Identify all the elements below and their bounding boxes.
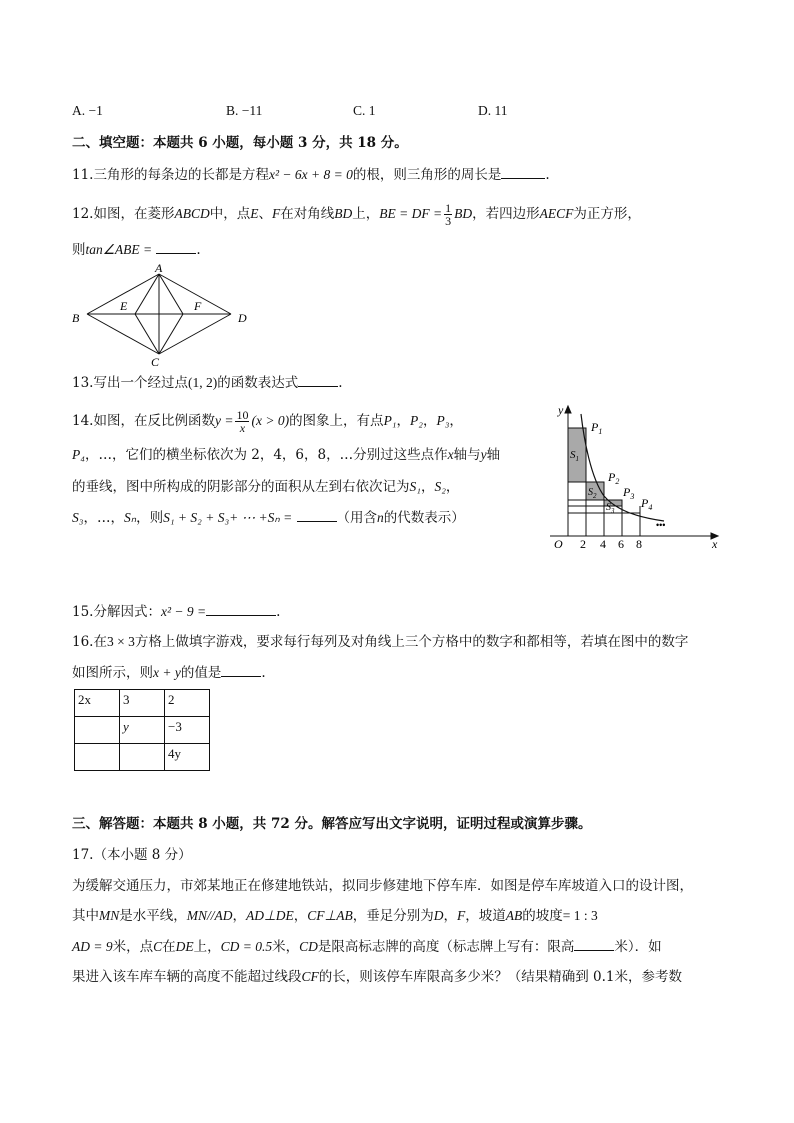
label-f: F: [194, 299, 202, 313]
answer-blank[interactable]: [221, 664, 261, 677]
question-14: 14.如图，在反比例函数y = $\frac{10}{x}$ (x > 0)的图象上，有点P₁，P₂，P₃，: [72, 408, 463, 435]
question-12-line2: 则tan∠ABE = .: [72, 242, 201, 258]
question-13: 13.写出一个经过点(1, 2)的函数表达式 .: [72, 375, 343, 391]
section2-heading: 二、填空题：本题共 6 小题，每小题 3 分，共 18 分。: [72, 135, 408, 151]
grid-cell: 3: [120, 690, 165, 717]
ellipsis: •••: [656, 520, 666, 530]
fraction: $\frac{1}{3}$: [445, 201, 452, 228]
grid-cell: y: [120, 717, 165, 744]
question-12: 12.如图，在菱形ABCD中，点E、F在对角线BD上，BE = DF = $\frac{1}{3}$ BD，若四边形AECF为正方形，: [72, 201, 641, 228]
edge-fa: [159, 274, 183, 314]
tick-2: 2: [580, 537, 586, 551]
answer-blank[interactable]: [501, 166, 545, 179]
edge-cb: [87, 314, 159, 354]
option-c: C. 1: [353, 103, 376, 118]
label-p4: $P_4$: [641, 496, 653, 512]
grid-cell: [75, 744, 120, 771]
magic-square-grid: [74, 689, 210, 771]
label-x: x: [712, 537, 718, 551]
section3-heading: 三、解答题：本题共 8 小题，共 72 分。解答应写出文字说明，证明过程或演算步骤。: [72, 816, 592, 832]
question-14-line3: 的垂线，图中所构成的阴影部分的面积从左到右依次记为S₁，S₂，: [72, 479, 460, 495]
question-14-line4: S₃，…，Sₙ，则S₁ + S₂ + S₃+ ⋯ +Sₙ = （用含n的代数表示）: [72, 510, 465, 526]
tick-8: 8: [636, 537, 642, 551]
question-17-line1: 为缓解交通压力，市郊某地正在修建地铁站，拟同步修建地下停车库．如图是停车库坡道入口的设计图，: [72, 878, 693, 894]
answer-blank[interactable]: [574, 938, 614, 951]
fraction: $\frac{10}{x}$: [236, 408, 249, 435]
answer-blank[interactable]: [298, 374, 338, 387]
inverse-function-figure: [546, 400, 726, 552]
question-17-line3: AD = 9米，点C在DE上，CD = 0.5米，CD是限高标志牌的高度（标志牌上写有：限高 米）．如: [72, 939, 662, 955]
question-16-line2: 如图所示，则x + y的值是 .: [72, 665, 266, 681]
option-a: A. −1: [72, 103, 103, 118]
label-d: D: [238, 311, 247, 325]
label-b: B: [72, 311, 80, 325]
edge-cf: [159, 314, 183, 354]
question-17-line4: 果进入该车库车辆的高度不能超过线段CF的长，则该停车库限高多少米？（结果精确到 0.1米，参考数: [72, 969, 683, 985]
answer-blank[interactable]: [297, 509, 337, 522]
question-17-line2: 其中MN是水平线，MN//AD，AD⊥DE，CF⊥AB，垂足分别为D，F，坡道AB的坡度= 1 : 3: [72, 908, 598, 924]
label-p3: $P_3$: [623, 485, 635, 501]
label-s1: $S_1$: [570, 449, 579, 463]
tick-6: 6: [618, 537, 624, 551]
label-y: y: [558, 403, 564, 417]
edge-ec: [135, 314, 159, 354]
label-s3: $S_3$: [606, 502, 615, 515]
tick-4: 4: [600, 537, 606, 551]
y-axis-arrow: [565, 406, 571, 413]
answer-blank[interactable]: [156, 241, 196, 254]
grid-cell: 2x: [75, 690, 120, 717]
edge-dc: [159, 314, 231, 354]
edge-ae: [135, 274, 159, 314]
question-11: 11.三角形的每条边的长都是方程x² − 6x + 8 = 0的根，则三角形的周长是 .: [72, 167, 550, 183]
option-d: D. 11: [478, 103, 508, 118]
option-b: B. −11: [226, 103, 263, 118]
question-14-line2: P₄，…，它们的横坐标依次为 2，4，6，8，…分别过这些点作x轴与y轴: [72, 447, 501, 463]
question-16: 16.在3 × 3方格上做填字游戏，要求每行每列及对角线上三个方格中的数字和都相等，若填在图中的数字: [72, 634, 689, 650]
grid-cell: 2: [165, 690, 210, 717]
label-s2: $S_2$: [588, 487, 597, 500]
question-17-heading: 17.（本小题 8 分）: [72, 847, 192, 863]
label-p1: $P_1$: [591, 420, 603, 436]
grid-cell: [75, 717, 120, 744]
grid-cell: −3: [165, 717, 210, 744]
answer-blank[interactable]: [206, 603, 276, 616]
label-e: E: [120, 299, 128, 313]
question-15: 15.分解因式：x² − 9 = .: [72, 604, 281, 620]
rhombus-figure: [68, 260, 260, 368]
label-a: A: [155, 261, 163, 275]
grid-cell: 4y: [165, 744, 210, 771]
label-p2: $P_2$: [608, 470, 620, 486]
label-c: C: [151, 355, 160, 368]
grid-cell: [120, 744, 165, 771]
label-origin: O: [554, 537, 563, 551]
